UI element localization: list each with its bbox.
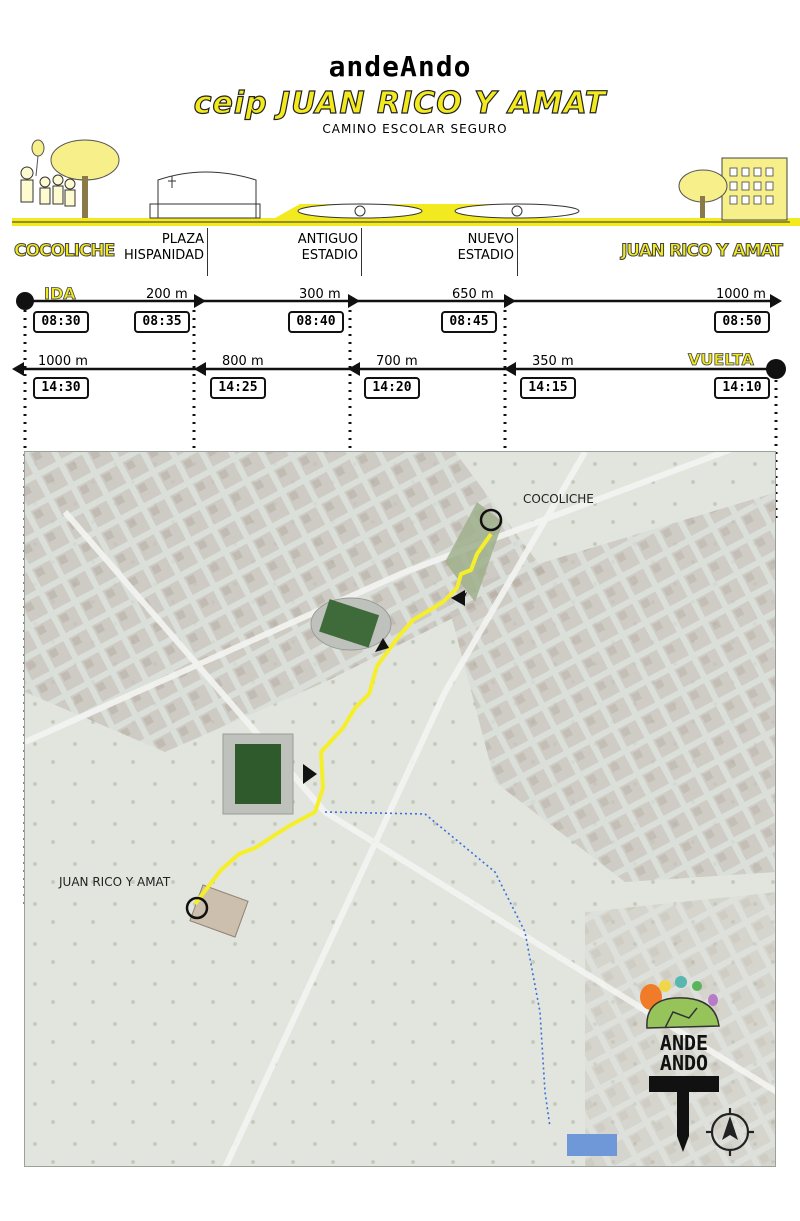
ida-time-badge: 08:45: [441, 311, 497, 333]
vuelta-time-badge: 14:25: [210, 377, 266, 399]
stop-label-antiguo-estadio: ANTIGUO ESTADIO: [297, 232, 358, 263]
school-title: ceip JUAN RICO Y AMAT: [193, 86, 607, 121]
vuelta-distance: 1000 m: [38, 354, 88, 369]
ida-time-badge: 08:30: [33, 311, 89, 333]
aerial-map[interactable]: [24, 451, 776, 1167]
subtitle: CAMINO ESCOLAR SEGURO: [322, 122, 508, 136]
ida-distance: 200 m: [146, 287, 188, 302]
divider: [207, 228, 208, 276]
church-icon: [150, 172, 260, 218]
map-label-school: JUAN RICO Y AMAT: [59, 875, 171, 889]
ida-time-badge: 08:50: [714, 311, 770, 333]
school-building-icon: [679, 158, 787, 220]
stop-label-start: COCOLICHE: [14, 241, 115, 261]
ida-label: IDA: [44, 284, 76, 303]
ida-distance: 1000 m: [716, 287, 766, 302]
brand-title: andeAndo: [328, 50, 472, 83]
stop-label-end: JUAN RICO Y AMAT: [621, 241, 782, 261]
street-strip: [0, 136, 800, 226]
ida-time-badge: 08:40: [288, 311, 344, 333]
stadium-icon: [311, 598, 391, 650]
divider: [517, 228, 518, 276]
stadium-icon: [223, 734, 293, 814]
map-label-cocoliche: COCOLICHE: [523, 492, 594, 506]
ida-distance: 650 m: [452, 287, 494, 302]
vuelta-time-badge: 14:20: [364, 377, 420, 399]
vuelta-time-badge: 14:30: [33, 377, 89, 399]
vuelta-distance: 800 m: [222, 354, 264, 369]
vuelta-distance: 700 m: [376, 354, 418, 369]
vuelta-time-badge: 14:15: [520, 377, 576, 399]
stop-label-nuevo-estadio: NUEVO ESTADIO: [457, 232, 514, 263]
ida-distance: 300 m: [299, 287, 341, 302]
ida-time-badge: 08:35: [134, 311, 190, 333]
stop-label-plaza: PLAZA HISPANIDAD: [123, 232, 204, 263]
vuelta-distance: 350 m: [532, 354, 574, 369]
vuelta-label: VUELTA: [688, 350, 754, 369]
divider: [361, 228, 362, 276]
balloon-icon: [32, 140, 44, 176]
vuelta-time-badge: 14:10: [714, 377, 770, 399]
logo-text: ANDE ANDO: [659, 1031, 709, 1075]
